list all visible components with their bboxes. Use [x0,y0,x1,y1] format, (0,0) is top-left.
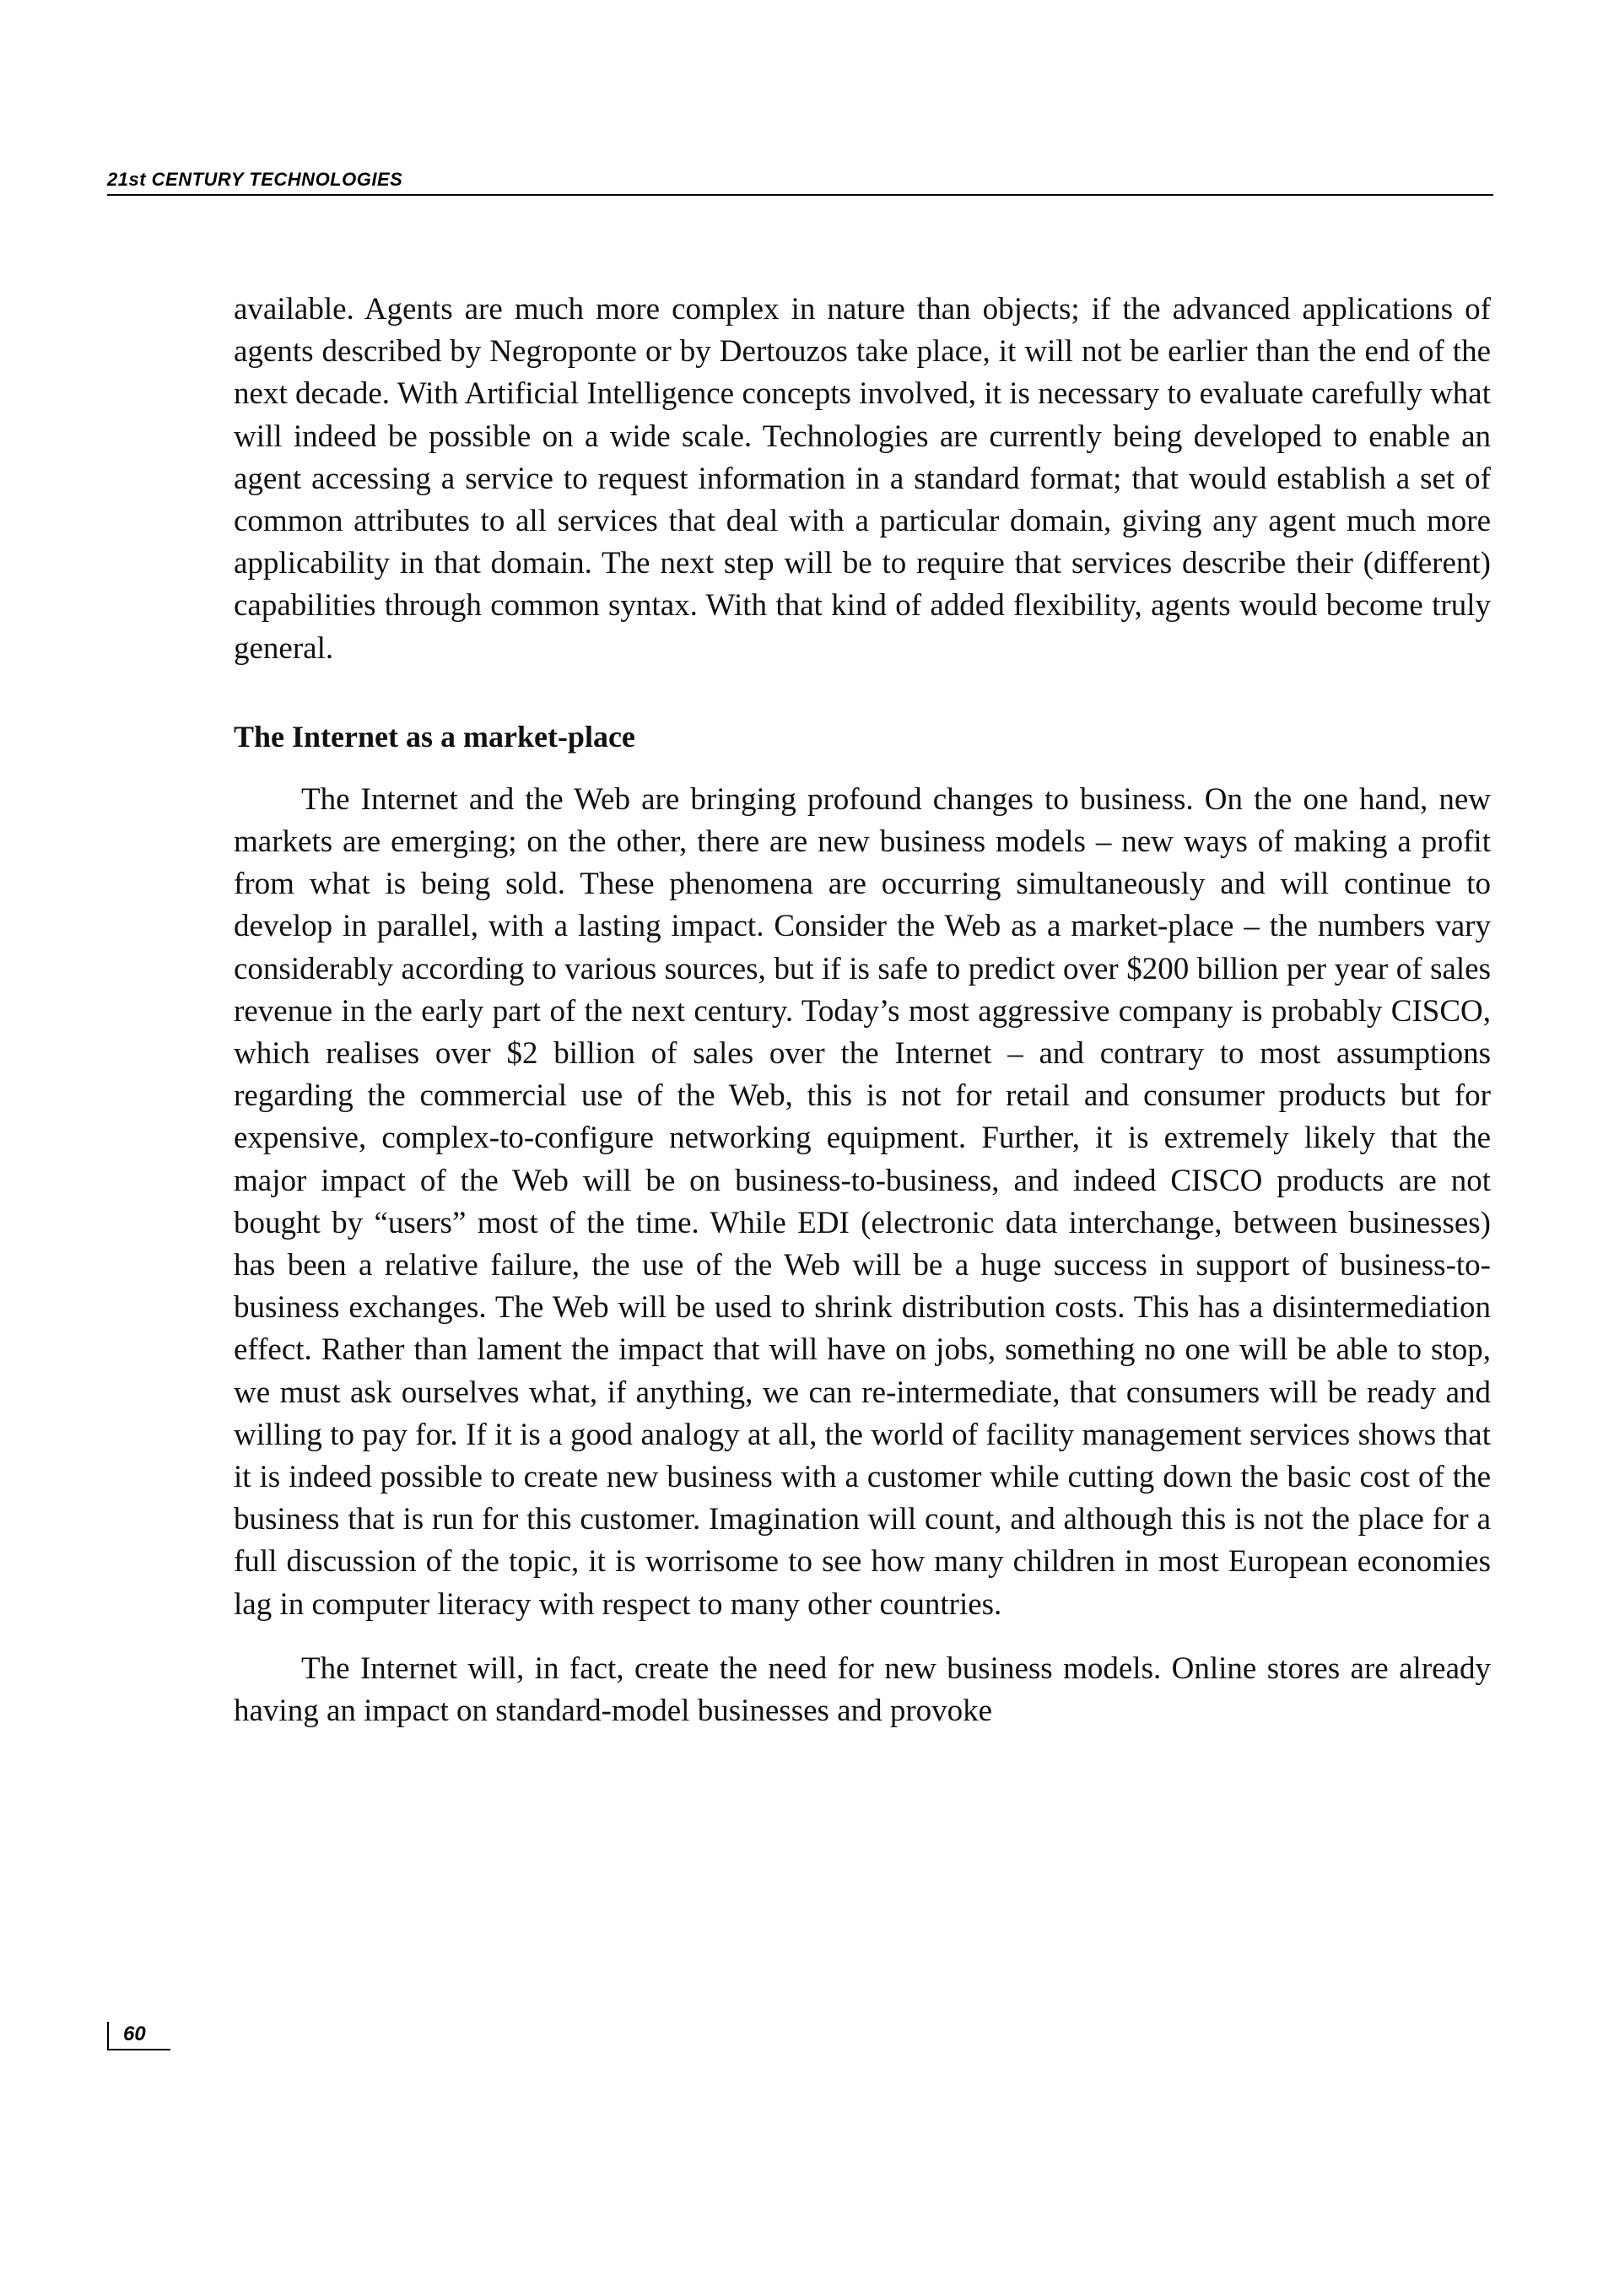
page-number-box [107,2022,170,2050]
page-number: 60 [123,2023,146,2045]
running-header [107,165,1493,196]
section-heading: The Internet as a market-place [234,719,635,754]
paragraph-business-models: The Internet will, in fact, create the need for new business models. Online stores are already having an impact on standard-model businesses and provoke [234,1650,1491,1729]
running-header-title: 21st CENTURY TECHNOLOGIES [107,169,403,190]
body-text-column [234,289,1491,1732]
paragraph-agents-continued: available. Agents are much more complex in nature than objects; if the advanced applications of agents described by Negroponte or by Dertouzos take place, it will not be earlier than the end of the next decade. With Artificial Intelligence concepts involved, it is necessary to evaluate carefully what will indeed be possible on a wide scale. Technologies are currently being developed to enable an agent accessing a service to request information in a standard format; that would establish a set of common attributes to all services that deal with a particular domain, giving any agent much more applicability in that domain. The next step will be to require that services describe their (different) capabilities through common syntax. With that kind of added flexibility, agents would become truly general. [234,292,1491,666]
paragraph-market-place: The Internet and the Web are bringing profound changes to business. On the one hand, new markets are emerging; on the other, there are new business models – new ways of making a profit from what is being sold. These phenomena are occurring simultaneously and will continue to develop in parallel, with a lasting impact. Consider the Web as a market-place – the numbers vary considerably according to various sources, but if is safe to predict over $200 billion per year of sales revenue in the early part of the next century. Today’s most aggressive company is probably CISCO, which realises over $2 billion of sales over the Internet – and contrary to most assumptions regarding the commercial use of the Web, this is not for retail and consumer products but for expensive, complex-to-configure networking equipment. Further, it is extremely likely that the major impact of the Web will be on business-to-business, and indeed CISCO products are not bought by “users” most of the time. While EDI (electronic data interchange, between businesses) has been a relative failure, the use of the Web will be a huge success in support of business-to-business exchanges. The Web will be used to shrink distribution costs. This has a disintermediation effect. Rather than lament the impact that will have on jobs, something no one will be able to stop, we must ask ourselves what, if anything, we can re-intermediate, that consumers will be ready and willing to pay for. If it is a good analogy at all, the world of facility management services shows that it is indeed possible to create new business with a customer while cutting down the basic cost of the business that is run for this customer. Imagination will count, and although this is not the place for a full discussion of the topic, it is worrisome to see how many children in most European economies lag in computer literacy with respect to many other countries. [234,781,1491,1622]
